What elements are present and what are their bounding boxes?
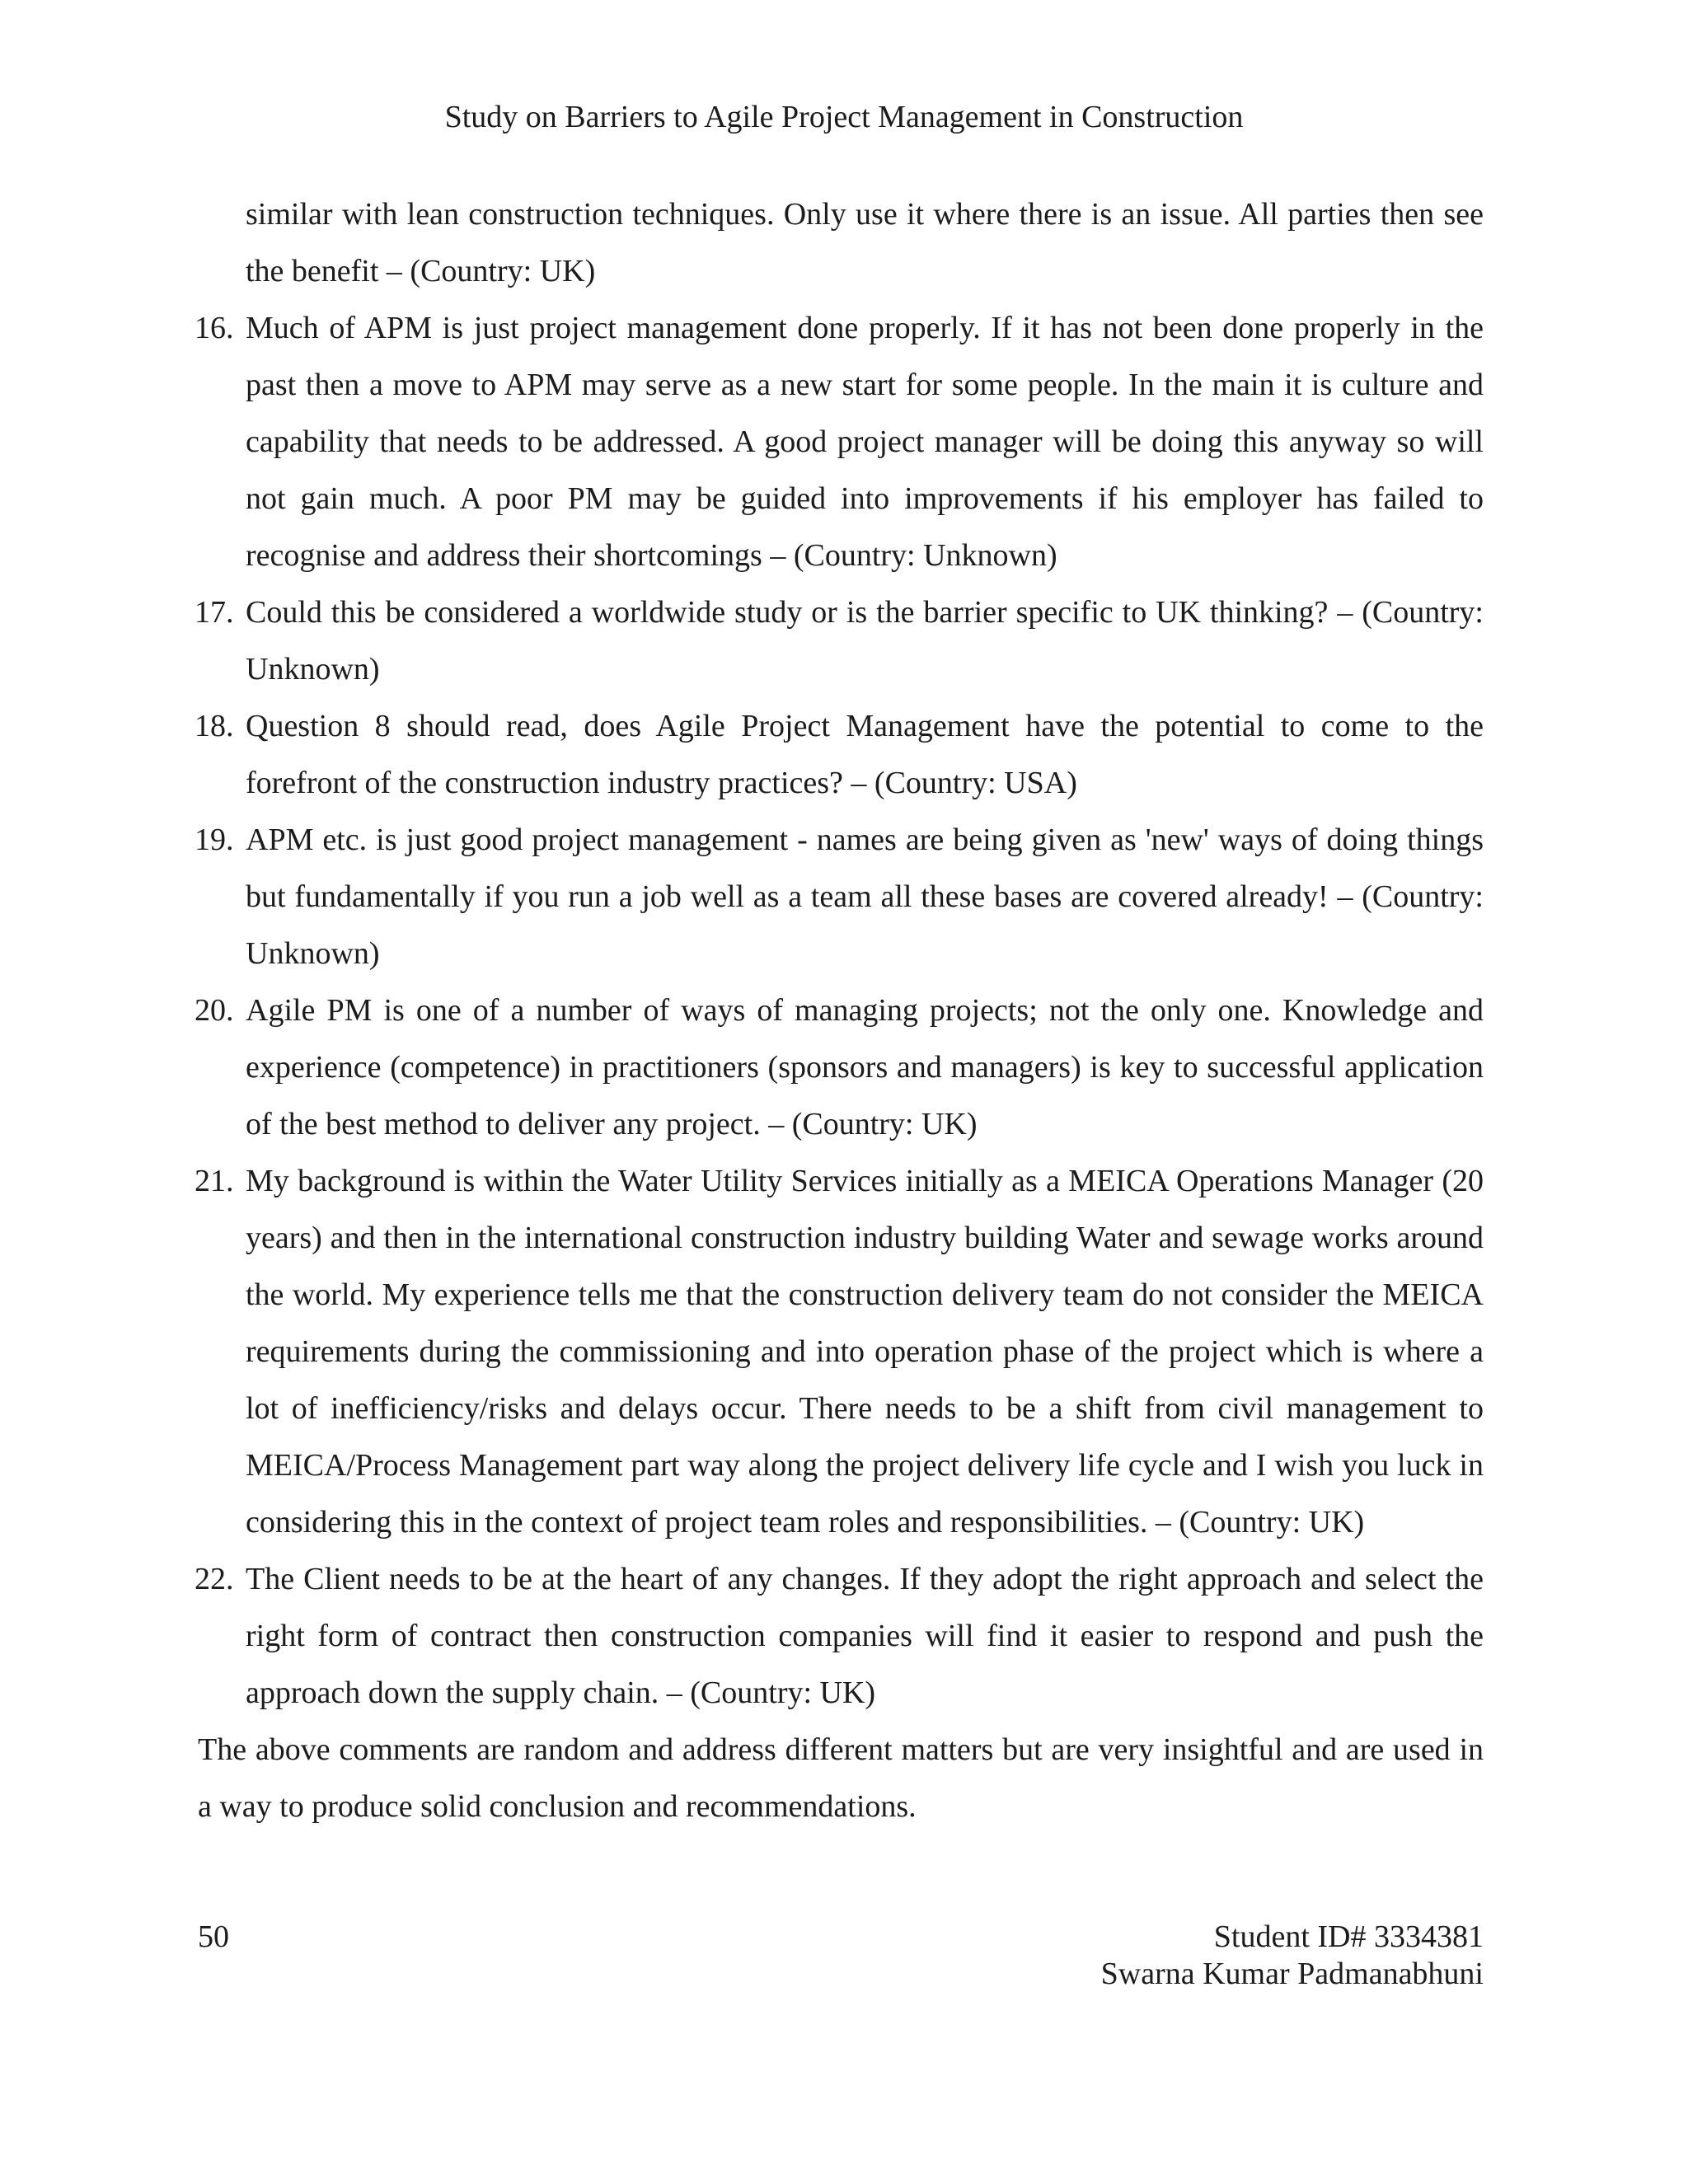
item-number: 20.: [195, 993, 234, 1028]
document-body: [195, 186, 1484, 1835]
list-item: [195, 1153, 1484, 1551]
item-number: 21.: [195, 1164, 234, 1198]
list-item: [195, 300, 1484, 584]
running-header: Study on Barriers to Agile Project Management in Construction: [444, 100, 1244, 134]
list-item: [195, 812, 1484, 982]
item-text: Could this be considered a worldwide study or is the barrier specific to UK thinking? – (Country: Unknown): [246, 595, 1484, 687]
item-number: 17.: [195, 595, 234, 630]
item-number: 16.: [195, 311, 234, 345]
list-item: [195, 982, 1484, 1153]
item-text: Question 8 should read, does Agile Project Management have the potential to come to the forefront of the construction industry practices? – (Country: USA): [246, 709, 1484, 800]
list-item: [195, 584, 1484, 698]
item-number: 22.: [195, 1562, 234, 1596]
student-id: Student ID# 3334381: [1213, 1919, 1484, 1954]
continued-comment-text: similar with lean construction techniques. Only use it where there is an issue. All parties then see the benefit – (Country: UK): [246, 197, 1484, 288]
list-item: [195, 1551, 1484, 1722]
list-item: [195, 698, 1484, 812]
comment-list: [195, 300, 1484, 1722]
item-number: 18.: [195, 709, 234, 743]
item-text: Much of APM is just project management done properly. If it has not been done properly in the past then a move to APM may serve as a new start for some people. In the main it is culture and capability that needs to be addressed. A good project manager will be doing this anyway so will not gain much. A poor PM may be guided into improvements if his employer has failed to recognise and address their shortcomings – (Country: Unknown): [246, 311, 1484, 573]
closing-paragraph: The above comments are random and address different matters but are very insightful and are used in a way to produce solid conclusion and recommendations.: [198, 1732, 1484, 1824]
page-number: 50: [198, 1919, 229, 1954]
item-text: Agile PM is one of a number of ways of managing projects; not the only one. Knowledge and experience (competence) in practitioners (sponsors and managers) is key to successful application of the best method to deliver any project. – (Country: UK): [246, 993, 1484, 1141]
item-text: The Client needs to be at the heart of any changes. If they adopt the right approach and select the right form of contract then construction companies will find it easier to respond and push the approach down the supply chain. – (Country: UK): [246, 1562, 1484, 1710]
item-text: APM etc. is just good project management - names are being given as 'new' ways of doing things but fundamentally if you run a job well as a team all these bases are covered already! – (Country: Unknown): [246, 823, 1484, 971]
item-text: My background is within the Water Utility Services initially as a MEICA Operations Manager (20 years) and then in the international construction industry building Water and sewage works around the world. My experience tells me that the construction delivery team do not consider the MEICA requirements during the commissioning and into operation phase of the project which is where a lot of inefficiency/risks and delays occur. There needs to be a shift from civil management to MEICA/Process Management part way along the project delivery life cycle and I wish you luck in considering this in the context of project team roles and responsibilities. – (Country: UK): [246, 1164, 1484, 1540]
author-name: Swarna Kumar Padmanabhuni: [1100, 1957, 1484, 1991]
author-block: [1101, 1919, 1484, 1993]
item-number: 19.: [195, 823, 234, 857]
